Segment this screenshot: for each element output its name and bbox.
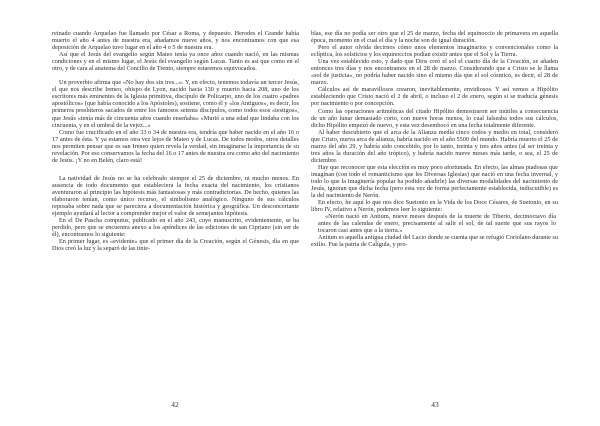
paragraph: Hay que reconocer que esta elección es muy poco afortunada. En efecto, las almas piadosas que imaginan (con todo el romanticismo que les Diversas Iglesias) que nació en una fecha invernal, y todo lo que la imaginería popular ha podido añadirle) las diversas modalidades del nacimiento de Jesús, ignoran que dicha fecha (pero esta vez de forma perfectamente establecida, indiscutible) es la del nacimiento de Nerón. [311, 163, 558, 200]
paragraph: Cálculos así de maravillosos crearon, inevitablemente, envidiosos. Y así vemos a Hipólito estableciendo que Cristo nació el 2 de abril, o incluso el 2 de enero, según si se traducía génesis por nacimiento o por concepción. [311, 86, 558, 108]
paragraph: Un proverbio afirma que «No hay dos sin tres...». Y, en efecto, tenemos todavía un tercer Jesús, el que nos describe Ireneo, obispo de Lyon, nacido hacia 130 y muerto hacia 208, uno de los escritores más eminentes de la Iglesia primitiva, discípulo de Policarpo, uno de los cuatro «padres apostólicos» (que había conocido a los Apóstoles), sostiene, como él y «los Antiguos», es decir, los primeros presbíteros sacados de entre los famosos setenta discípulos, como todos esos «testigos», que Jesús «tenía más de cincuenta años cuando enseñaba» «Murió a una edad que lindaba con los cincuenta, y en el umbral de la vejez...» [52, 79, 299, 129]
paragraph: Así que el Jesús del evangelio según Mateo tenía ya once años cuando nació, en las mismas condiciones y en el mismo lugar, el Jesús del evangelio según Lucas. Tanto es así que como en el otro, y de cara al anatema del Concilio de Trento, siempre estaremos equivocados. [52, 51, 299, 73]
left-page [52, 30, 299, 420]
page-number-right: 43 [431, 400, 439, 409]
paragraph: Una vez establecido esto, y dado que Dios creó el sol el cuarto día de la Creación, se añaden entonces tres días y nos encontramos en el 28 de marzo. Considerando que a Cristo se le llama «sol de justicia», no podría haber nacido sino el mismo día que el sol cósmico, es decir, el 28 de marzo. [311, 58, 558, 87]
paragraph: En efecto, he aquí lo que nos dice Suetonio en la Vida de los Doce Césares, de Suetonio, en su libro IV, relativo a Nerón, podemos leer lo siguiente: [311, 199, 558, 214]
paragraph: blas, ese día no podía ser otro que el 25 de marzo, fecha del equinoccio de primavera en aquella época, momento en el cual el día y la noche son de igual duración. [311, 30, 558, 45]
paragraph: Como las operaciones aritméticas del citado Hipólito demostraron ser inútiles a consecuencia de un año lunar demasiado corto, con nueve horas menos, lo cual falseaba todos sus cálculos, dicho Hipólito empezó de nuevo, y esta vez desembocó en una fecha totalmente diferente. [311, 107, 558, 129]
right-page [311, 30, 558, 420]
paragraph: Como fue crucificado en el año 33 o 34 de nuestra era, tendría que haber nacido en el año 16 o 17 antes de ésta. Y ya estamos otra vez lejos de Mateo y de Lucas. De todos modos, otros detalles nos permiten pensar que es san Ireneo quien revela la verdad, sin imaginarse la importancia de su revelación. Por eso conservamos la fecha del 16 o 17 antes de nuestra era como año del nacimiento de Jesús. ¡Y no en Belén, claro está! [52, 128, 299, 164]
paragraph: En primer lugar, es «evidente» que el primer día de la Creación, según el Génesis, día en que Dios creó la luz y la separó de las tinie- [52, 238, 299, 253]
paragraph: En el De Pascha computus, publicado en el año 243, cuyo manuscrito, evidentemente, se ha perdido, pero que se encuentra anexo a los apéndices de las ediciones de san Cipriano (sin ser de él), encontramos lo siguiente: [52, 217, 299, 239]
paragraph: La natividad de Jesús no se ha celebrado siempre el 25 de diciembre, ni mucho menos. En ausencia de todo documento que estableciera la fecha exacta del nacimiento, los cristianos aventuraron al principio las hipótesis más fantasiosas y más contradictorias. De hecho, quienes las elaboraron tenían, como único recurso, el simbolismo analógico. Ninguno de sus cálculos reposaba sobre nada que se pareciera a documentación histórica y geográfica. Un desconcertante ejemplo ayudará al lector a comprender mejor el valor de semejantes hipótesis. [52, 174, 299, 218]
paragraph: Al haber descubierto que el arca de la Alianza medía cinco codos y medio en total, consideró que Cristo, nueva arca de alianza, habría nacido en el año 5500 del mundo. Habría muerto el 25 de marzo del año 29, y habría sido concebido, por lo tanto, treinta y tres años antes (al ser treinta y tres años la duración del año trópico), y habría nacido nueve meses más tarde, o sea, el 25 de diciembre. [311, 128, 558, 164]
paragraph: Pero el autor olvida decirnos cómo unos elementos imaginarios y convencionales como la eclíptica, los solsticios y los equinoccios podían existir antes que el Sol y la Tierra. [311, 44, 558, 59]
page-number-left: 42 [171, 400, 179, 409]
quotation: «Nerón nació en Antium, nueve meses después de la muerte de Tiberio, decimoctavo día antes de las calendas de enero, precisamente al salir el sol, de tal suerte que sus rayos lo tocaron casi antes que a la tierra.» [318, 213, 556, 235]
paragraph: reinado cuando Arquelao fue llamado por César a Roma, y depuesto. Herodes el Grande había muerto el año 4 antes de nuestra era, añadamos nueve años, y nos encontramos con que esa deposición de Arquelao tuvo lugar en el año 4 o 5 de nuestra era. [52, 30, 299, 52]
paragraph: Antium es aquella antigua ciudad del Lacio donde se cuenta que se refugió Coriolano durante su exilio. Fue la patria de Calígula, y pro- [311, 234, 558, 249]
